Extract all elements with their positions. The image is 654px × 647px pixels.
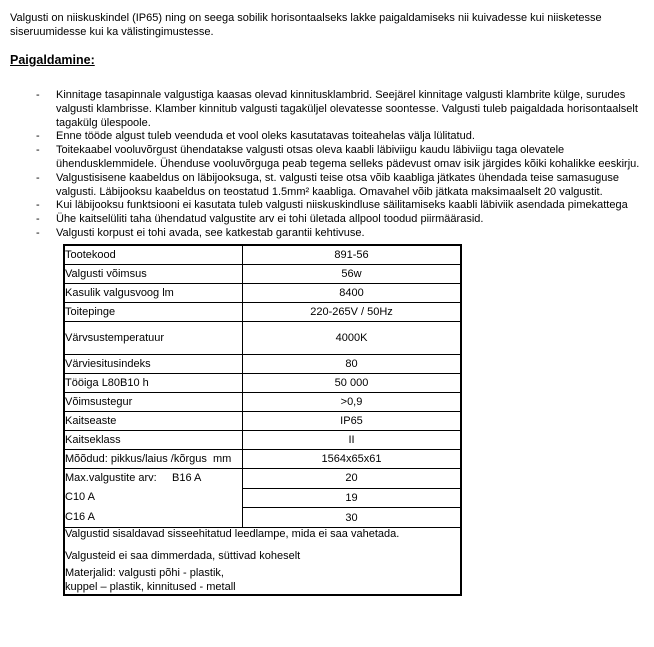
list-item-text: Kinnitage tasapinnale valgustiga kaasas olevad kinnitusklambrid. Seejärel kinnitage valgusti klambrite külge, surudes valgusti klambrisse. Klamber kinnitub valgusti tagaküljel olevatesse soontesse. Valgusti tuleb paigaldada horisontaalselt tagakülg ülespoole.	[56, 89, 638, 129]
table-row	[64, 373, 461, 392]
table-row	[64, 283, 461, 302]
table-row-max-b16	[64, 468, 461, 488]
table-row	[64, 264, 461, 283]
note-materials-line1: Materjalid: valgusti põhi - plastik,	[65, 567, 224, 580]
list-item	[36, 89, 640, 130]
table-row	[64, 245, 461, 265]
breaker-b16-label: B16 A	[172, 471, 202, 484]
section-heading: Paigaldamine:	[10, 53, 95, 67]
spec-value: 30	[243, 508, 462, 528]
note-dimming: Valgusteid ei saa dimmerdada, süttivad koheselt	[65, 549, 301, 562]
breaker-c10-label: C10 A	[65, 491, 95, 504]
breaker-c16-label: C16 A	[65, 510, 95, 523]
list-item-text: Toitekaabel vooluvõrgust ühendatakse valgusti otsas oleva kaabli läbiviigu kaudu läbiviigu taga olevatele ühendusklemmidele. Ühenduse vooluvõrguga peab tegema selleks pädevust omav isik järgides kõiki kohalikke eeskirju.	[56, 144, 640, 170]
spec-table	[63, 244, 462, 597]
spec-label: Tootekood	[64, 245, 243, 265]
spec-value: 20	[243, 468, 462, 488]
spec-label: Värviesitusindeks	[64, 354, 243, 373]
instruction-list	[10, 89, 644, 241]
spec-value: 80	[243, 354, 462, 373]
table-row	[64, 302, 461, 321]
spec-value: 220-265V / 50Hz	[243, 302, 462, 321]
list-item-text: Kui läbijooksu funktsiooni ei kasutata tuleb valgusti niiskuskindluse säilitamiseks kaabli läbiviik asendada pimekattega	[56, 199, 628, 212]
max-luminaires-line	[65, 469, 242, 489]
dash-marker: -	[36, 213, 40, 226]
dash-marker: -	[36, 199, 40, 212]
list-item	[36, 144, 640, 172]
spec-value: 19	[243, 488, 462, 508]
spec-value: IP65	[243, 411, 462, 430]
spec-label: Kaitseklass	[64, 430, 243, 449]
list-item	[36, 213, 640, 227]
spec-label: Võimsustegur	[64, 392, 243, 411]
spec-value: II	[243, 430, 462, 449]
list-item-text: Enne tööde algust tuleb veenduda et vool oleks kasutatavas toiteahelas välja lülitatud.	[56, 130, 475, 143]
spec-label: Kaitseaste	[64, 411, 243, 430]
table-row	[64, 411, 461, 430]
dash-marker: -	[36, 171, 40, 184]
spec-label: Mõõdud: pikkus/laius /kõrgus mm	[64, 449, 243, 468]
list-item-text: Valgustisisene kaabeldus on läbijooksuga, st. valgusti teise otsa võib kaabliga jätkates ühendada teise samasuguse valgusti. Läbijooksu kaabeldus on teostatud 1.5mm² kaabliga. Omavahel võib jätkata maksimaalselt 20 valgustit.	[56, 171, 619, 198]
table-row	[64, 430, 461, 449]
table-row	[64, 449, 461, 468]
table-row-notes	[64, 528, 461, 596]
list-item	[36, 130, 640, 144]
dash-marker: -	[36, 130, 40, 143]
spec-label: Värvsustemperatuur	[64, 321, 243, 354]
table-row	[64, 392, 461, 411]
table-row	[64, 354, 461, 373]
spec-value: 1564x65x61	[243, 449, 462, 468]
spec-label: Kasulik valgusvoog lm	[64, 283, 243, 302]
note-led-lamps: Valgustid sisaldavad sisseehitatud leedlampe, mida ei saa vahetada.	[65, 528, 400, 541]
dash-marker: -	[36, 89, 40, 101]
spec-value: 4000K	[243, 321, 462, 354]
table-row	[64, 321, 461, 354]
list-item	[36, 172, 640, 200]
max-luminaires-label: Max.valgustite arv:	[65, 471, 157, 484]
dash-marker: -	[36, 226, 40, 239]
list-item-text: Ühe kaitselüliti taha ühendatud valgustite arv ei tohi ületada allpool toodud piirmäärasid.	[56, 213, 484, 226]
spec-value: 891-56	[243, 245, 462, 265]
spec-value: >0,9	[243, 392, 462, 411]
spec-value: 50 000	[243, 373, 462, 392]
spec-value: 56w	[243, 264, 462, 283]
spec-label: Toitepinge	[64, 302, 243, 321]
list-item-text: Valgusti korpust ei tohi avada, see katkestab garantii kehtivuse.	[56, 226, 365, 239]
spec-label: Valgusti võimsus	[64, 264, 243, 283]
list-item	[36, 227, 640, 241]
dash-marker: -	[36, 144, 40, 157]
note-materials-line2: kuppel – plastik, kinnitused - metall	[65, 580, 236, 593]
max-luminaires-cell	[64, 468, 243, 528]
spec-value: 8400	[243, 283, 462, 302]
list-item	[36, 199, 640, 213]
spec-label: Tööiga L80B10 h	[64, 373, 243, 392]
notes-cell	[64, 528, 461, 596]
intro-paragraph: Valgusti on niiskuskindel (IP65) ning on seega sobilik horisontaalseks lakke paigaldamiseks nii kuivadesse kui niisketesse siseruumidesse kui ka välistingimustesse.	[10, 12, 602, 38]
